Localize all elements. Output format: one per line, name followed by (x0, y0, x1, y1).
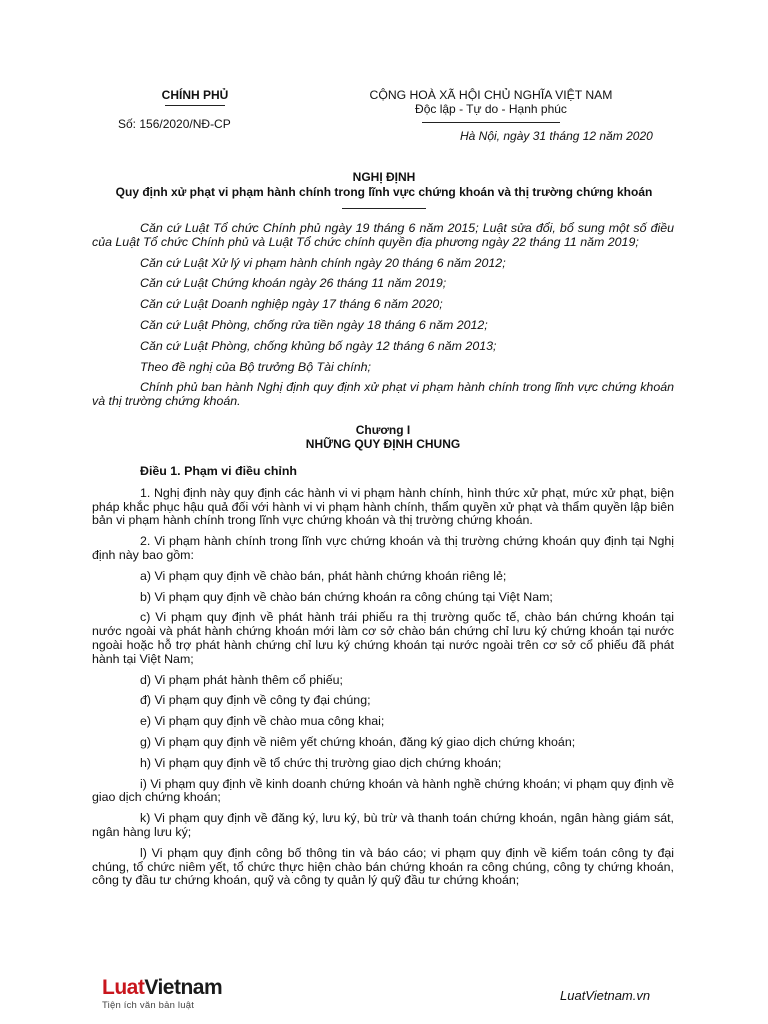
logo-vietnam: Vietnam (144, 976, 223, 999)
article-heading: Điều 1. Phạm vi điều chỉnh (140, 463, 297, 478)
preamble-item: Căn cứ Luật Tổ chức Chính phủ ngày 19 tháng 6 năm 2015; Luật sửa đổi, bổ sung một số điều của Luật Tổ chức Chính phủ và Luật Tổ chức chính quyền địa phương ngày 22 tháng 11 năm 2019; (92, 221, 674, 249)
document-subject: Quy định xử phạt vi phạm hành chính trong lĩnh vực chứng khoán và thị trường chứng khoán (115, 185, 653, 199)
article-paragraph: i) Vi phạm quy định về kinh doanh chứng khoán và hành nghề chứng khoán; vi phạm quy định về giao dịch chứng khoán; (92, 776, 674, 805)
national-title-block (350, 88, 632, 123)
preamble-item: Căn cứ Luật Phòng, chống rửa tiền ngày 18 tháng 6 năm 2012; (140, 317, 488, 332)
issuing-agency-block (118, 88, 242, 131)
article-paragraph: c) Vi phạm quy định về phát hành trái phiếu ra thị trường quốc tế, chào bán chứng khoán tại nước ngoài và phát hành chứng khoán mới làm cơ sở chào bán chứng chỉ lưu ký chứng khoán tại nước ngoài hoặc hỗ trợ phát hành chứng chỉ lưu ký chứng khoán tại nước ngoài trên cơ sở cổ phiếu đã phát hành tại Việt Nam; (92, 610, 674, 666)
issue-date: Hà Nội, ngày 31 tháng 12 năm 2020 (460, 129, 653, 143)
document-title-block (0, 170, 768, 209)
article-paragraph: d) Vi phạm phát hành thêm cổ phiếu; (140, 672, 343, 687)
preamble-item: Căn cứ Luật Chứng khoán ngày 26 tháng 11 năm 2019; (140, 276, 447, 291)
document-number: Số: 156/2020/NĐ-CP (118, 117, 231, 131)
issuing-agency: CHÍNH PHỦ (161, 88, 229, 102)
article-paragraph: 1. Nghị định này quy định các hành vi vi phạm hành chính, hình thức xử phạt, mức xử phạt, biện pháp khắc phục hậu quả đối với hành vi vi phạm hành chính, thẩm quyền xử phạt và thẩm quyền lập biên bản vi phạm hành chính trong lĩnh vực chứng khoán và thị trường chứng khoán. (92, 485, 674, 528)
preamble-item: Theo đề nghị của Bộ trưởng Bộ Tài chính; (140, 359, 371, 374)
logo-wordmark (102, 977, 222, 999)
article-paragraph: l) Vi phạm quy định công bố thông tin và báo cáo; vi phạm quy định về kiểm toán công ty đại chúng, tổ chức niêm yết, tổ chức thực hiện chào bán chứng khoán ra công chúng, công ty chứng khoán, công ty đầu tư chứng khoán, quỹ và công ty quản lý quỹ đầu tư chứng khoán; (92, 845, 674, 888)
logo-tagline: Tiện ích văn bản luật (102, 1000, 195, 1011)
article-paragraph: g) Vi phạm quy định về niêm yết chứng khoán, đăng ký giao dịch chứng khoán; (140, 734, 576, 749)
title-underline (342, 208, 426, 209)
luatvietnam-logo[interactable] (102, 977, 222, 1011)
national-motto: Độc lập - Tự do - Hạnh phúc (415, 102, 567, 116)
article-paragraph: k) Vi phạm quy định về đăng ký, lưu ký, bù trừ và thanh toán chứng khoán, ngân hàng giám sát, ngân hàng lưu ký; (92, 811, 674, 839)
document-body (92, 222, 674, 895)
article-paragraph: b) Vi phạm quy định về chào bán chứng khoán ra công chúng tại Việt Nam; (140, 589, 553, 604)
chapter-name: NHỮNG QUY ĐỊNH CHUNG (305, 436, 461, 451)
agency-underline (165, 105, 225, 106)
preamble-item: Chính phủ ban hành Nghị định quy định xử phạt vi phạm hành chính trong lĩnh vực chứng khoán và thị trường chứng khoán. (92, 380, 674, 409)
article-paragraph: h) Vi phạm quy định về tổ chức thị trường giao dịch chứng khoán; (140, 755, 502, 770)
chapter-heading (92, 423, 674, 451)
preamble-item: Căn cứ Luật Xử lý vi phạm hành chính ngày 20 tháng 6 năm 2012; (140, 255, 506, 270)
site-link[interactable]: LuatVietnam.vn (560, 988, 651, 1003)
article-paragraph: e) Vi phạm quy định về chào mua công khai; (140, 714, 385, 729)
motto-underline (422, 122, 560, 123)
document-type: NGHỊ ĐỊNH (352, 170, 416, 184)
article-paragraph: a) Vi phạm quy định về chào bán, phát hành chứng khoán riêng lẻ; (140, 568, 507, 583)
national-title: CỘNG HOÀ XÃ HỘI CHỦ NGHĨA VIỆT NAM (369, 88, 613, 102)
article-paragraph: 2. Vi phạm hành chính trong lĩnh vực chứng khoán và thị trường chứng khoán quy định tại Nghị định này bao gồm: (92, 534, 674, 562)
chapter-number: Chương I (355, 422, 411, 437)
logo-luat: Luat (102, 976, 145, 999)
preamble-item: Căn cứ Luật Phòng, chống khủng bố ngày 12 tháng 6 năm 2013; (140, 338, 497, 353)
article-paragraph: đ) Vi phạm quy định về công ty đại chúng; (140, 693, 371, 708)
preamble-item: Căn cứ Luật Doanh nghiệp ngày 17 tháng 6 năm 2020; (140, 297, 443, 312)
